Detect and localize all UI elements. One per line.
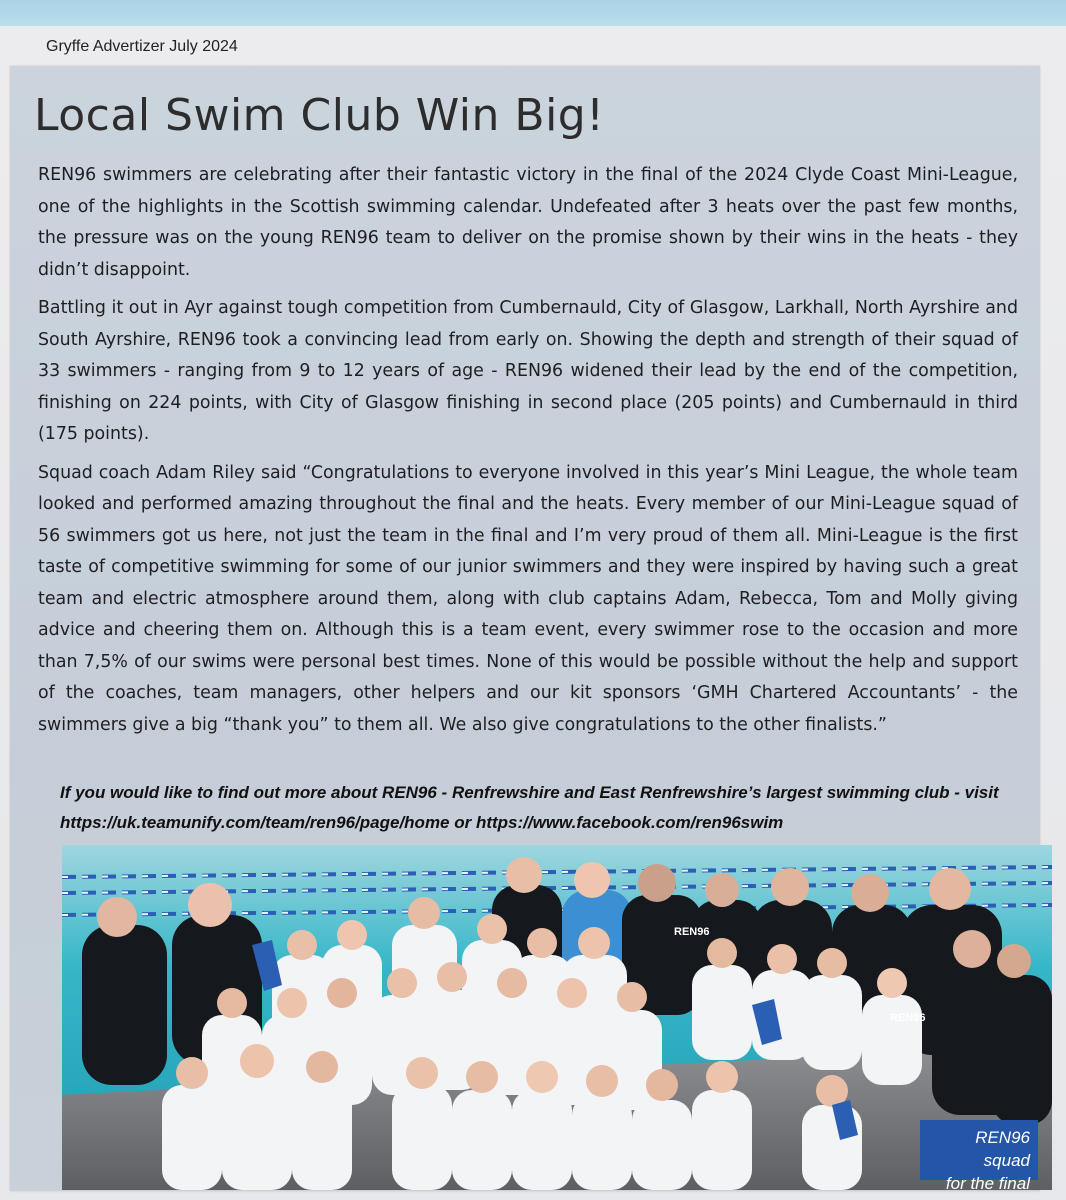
article-body	[38, 160, 1018, 748]
paragraph-3: Squad coach Adam Riley said “Congratulations to everyone involved in this year’s Mini League, the whole team looked and performed amazing throughout the final and the heats. Every member of our Mini-League squad of 56 swimmers got us here, not just the team in the final and I’m very proud of them all. Mini-League is the first taste of competitive swimming for some of our junior swimmers and they were inspired by having such a great team and electric atmosphere around them, along with club captains Adam, Rebecca, Tom and Molly giving advice and cheering them on. Although this is a team event, every swimmer rose to the occasion and more than 7,5% of our swims were personal best times. None of this would be possible without the help and support of the coaches, team managers, other helpers and our kit sponsors ‘GMH Chartered Accountants’ - the swimmers give a big “thank you” to them all. We also give congratulations to the other finalists.”	[38, 462, 1018, 735]
headline: Local Swim Club Win Big!	[34, 90, 605, 141]
team-photo-illustration	[62, 845, 1052, 1190]
team-photo	[62, 845, 1052, 1190]
svg-text:REN96: REN96	[674, 926, 710, 938]
paragraph-1: REN96 swimmers are celebrating after their fantastic victory in the final of the 2024 Clyde Coast Mini-League, one of the highlights in the Scottish swimming calendar. Undefeated after 3 heats over the past few months, the pressure was on the young REN96 team to deliver on the promise shown by their wins in the heats - they didn’t disappoint.	[38, 165, 1018, 280]
photo-caption	[920, 1120, 1038, 1190]
svg-text:REN96: REN96	[890, 1012, 926, 1024]
caption-line-2: for the final	[945, 1174, 1030, 1190]
paragraph-2: Battling it out in Ayr against tough competition from Cumbernauld, City of Glasgow, Larkhall, North Ayrshire and South Ayrshire, REN96 took a convincing lead from early on. Showing the depth and strength of their squad of 33 swimmers - ranging from 9 to 12 years of age - REN96 widened their lead by the end of the competition, finishing on 224 points, with City of Glasgow finishing in second place (205 points) and Cumbernauld in third (175 points).	[38, 298, 1018, 444]
caption-line-1: REN96 squad	[975, 1128, 1030, 1170]
publication-line: Gryffe Advertizer July 2024	[46, 38, 238, 55]
club-info-links: If you would like to find out more about REN96 - Renfrewshire and East Renfrewshire’s largest swimming club - visit https://uk.teamunify.com/team/ren96/page/home or https://www.facebook.com/ren96swim	[60, 783, 999, 832]
